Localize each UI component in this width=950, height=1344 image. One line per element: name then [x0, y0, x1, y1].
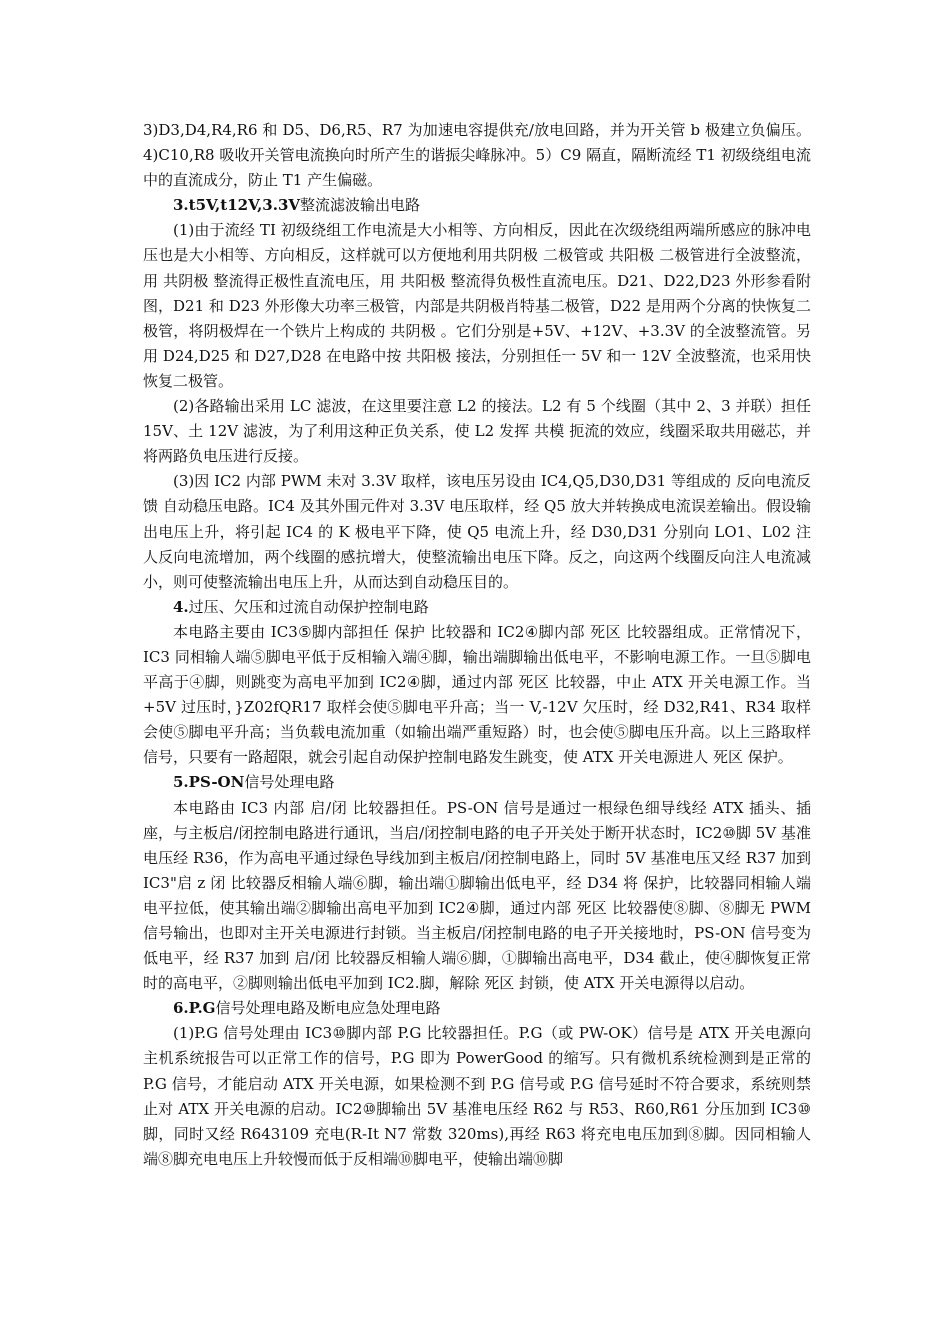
section-3-paragraph-1: (1)由于流经 TI 初级绕组工作电流是大小相等、方向相反，因此在次级绕组两端所感应的脉冲电压也是大小相等、方向相反，这样就可以方便地利用共阴极 二极管或 共阳极 二极管进行全波整流，用 共阴极 整流得正极性直流电压，用 共阳极 整流得负极性直流电压。D21、D22,D23 外形参看附图，D21 和 D23 外形像大功率三极管，内部是共阴极肖特基二极管，D22 是用两个分离的快恢复二极管，将阴极焊在一个铁片上构成的 共阴极 。它们分别是+5V、+12V、+3.3V 的全波整流管。另用 D24,D25 和 D27,D28 在电路中按 共阳极 接法，分别担任一 5V 和一 12V 全波整流，也采用快恢复二极管。 [143, 221, 811, 390]
section-4-number: 4. [173, 597, 189, 616]
section-4-title: 过压、欠压和过流自动保护控制电路 [188, 597, 429, 616]
section-6-title: 信号处理电路及断电应急处理电路 [215, 999, 441, 1018]
section-6-heading [143, 996, 811, 1021]
section-3-paragraph-2: (2)各路输出采用 LC 滤波，在这里要注意 L2 的接法。L2 有 5 个线圈（其中 2、3 并联）担任 15V、土 12V 滤波，为了利用这种正负关系，使 L2 发挥 共模 扼流的效应，线圈采取共用磁芯，并将两路负电压进行反接。 [143, 397, 811, 466]
section-3-number: 3.t5V,t12V,3.3V [173, 196, 301, 215]
intro-paragraph: 3)D3,D4,R4,R6 和 D5、D6,R5、R7 为加速电容提供充/放电回路，并为开关管 b 极建立负偏压。4)C10,R8 吸收开关管电流换向时所产生的谐振尖峰脉冲。5）C9 隔直，隔断流经 T1 初级绕组电流中的直流成分，防止 T1 产生偏磁。 [143, 121, 811, 190]
section-5-title: 信号处理电路 [244, 773, 335, 792]
section-4-heading [143, 595, 811, 620]
section-5-number: 5.PS-ON [173, 773, 245, 792]
document-page [143, 118, 811, 1172]
section-3-paragraph-3: (3)因 IC2 内部 PWM 未对 3.3V 取样，该电压另设由 IC4,Q5,D30,D31 等组成的 反向电流反馈 自动稳压电路。IC4 及其外围元件对 3.3V 电压取样，经 Q5 放大并转换成电流误差输出。假设输出电压上升，将引起 IC4 的 K 极电平下降，使 Q5 电流上升，经 D30,D31 分别向 LO1、L02 注人反向电流增加，两个线圈的感抗增大，使整流输出电压下降。反之，向这两个线圈反向注人电流减小，则可使整流输出电压上升，从而达到自动稳压目的。 [143, 472, 811, 591]
section-3-title: 整流滤波输出电路 [300, 196, 421, 215]
section-5-paragraph-1: 本电路由 IC3 内部 启/闭 比较器担任。PS-ON 信号是通过一根绿色细导线经 ATX 插头、插座，与主板启/闭控制电路进行通讯，当启/闭控制电路的电子开关处于断开状态时，IC2⑩脚 5V 基准电压经 R36，作为高电平通过绿色导线加到主板启/闭控制电路上，同时 5V 基准电压又经 R37 加到 IC3"启 z 闭 比较器反相输人端⑥脚，输出端①脚输出低电平，经 D34 将 保护，比较器同相输人端电平拉低，使其输出端②脚输出高电平加到 IC2④脚，通过内部 死区 比较器使⑧脚、⑧脚无 PWM 信号输出，也即对主开关电源进行封锁。当主板启/闭控制电路的电子开关接地时，PS-ON 信号变为低电平，经 R37 加到 启/闭 比较器反相输人端⑥脚，①脚输出高电平，D34 截止，使④脚恢复正常时的高电平，②脚则输出低电平加到 IC2.脚，解除 死区 封锁，使 ATX 开关电源得以启动。 [143, 798, 811, 993]
section-4-paragraph-1: 本电路主要由 IC3⑤脚内部担任 保护 比较器和 IC2④脚内部 死区 比较器组成。正常情况下，IC3 同相输人端⑤脚电平低于反相输入端④脚，输出端脚输出低电平，不影响电源工作。一旦⑤脚电平高于④脚，则跳变为高电平加到 IC2④脚，通过内部 死区 比较器，中止 ATX 开关电源工作。当+5V 过压时，}Z02fQR17 取样会使⑤脚电平升高；当一 V,-12V 欠压时，经 D32,R41、R34 取样会使⑤脚电平升高；当负载电流加重（如输出端严重短路）时，也会使⑤脚电压升高。以上三路取样信号，只要有一路超限，就会引起自动保护控制电路发生跳变，使 ATX 开关电源进人 死区 保护。 [143, 622, 811, 767]
section-5-heading [143, 770, 811, 795]
section-3-heading [143, 193, 811, 218]
section-6-number: 6.P.G [173, 999, 216, 1018]
section-6-paragraph-1: (1)P.G 信号处理由 IC3⑩脚内部 P.G 比较器担任。P.G（或 PW-OK）信号是 ATX 开关电源向主机系统报告可以正常工作的信号，P.G 即为 PowerGood 的缩写。只有微机系统检测到是正常的 P.G 信号，才能启动 ATX 开关电源，如果检测不到 P.G 信号或 P.G 信号延时不符合要求，系统则禁止对 ATX 开关电源的启动。IC2⑩脚输出 5V 基准电压经 R62 与 R53、R60,R61 分压加到 IC3⑩脚，同时又经 R643109 充电(R-It N7 常数 320ms),再经 R63 将充电电压加到⑧脚。因同相输人端⑧脚充电电压上升较慢而低于反相端⑩脚电平，使输出端⑩脚 [143, 1024, 811, 1168]
